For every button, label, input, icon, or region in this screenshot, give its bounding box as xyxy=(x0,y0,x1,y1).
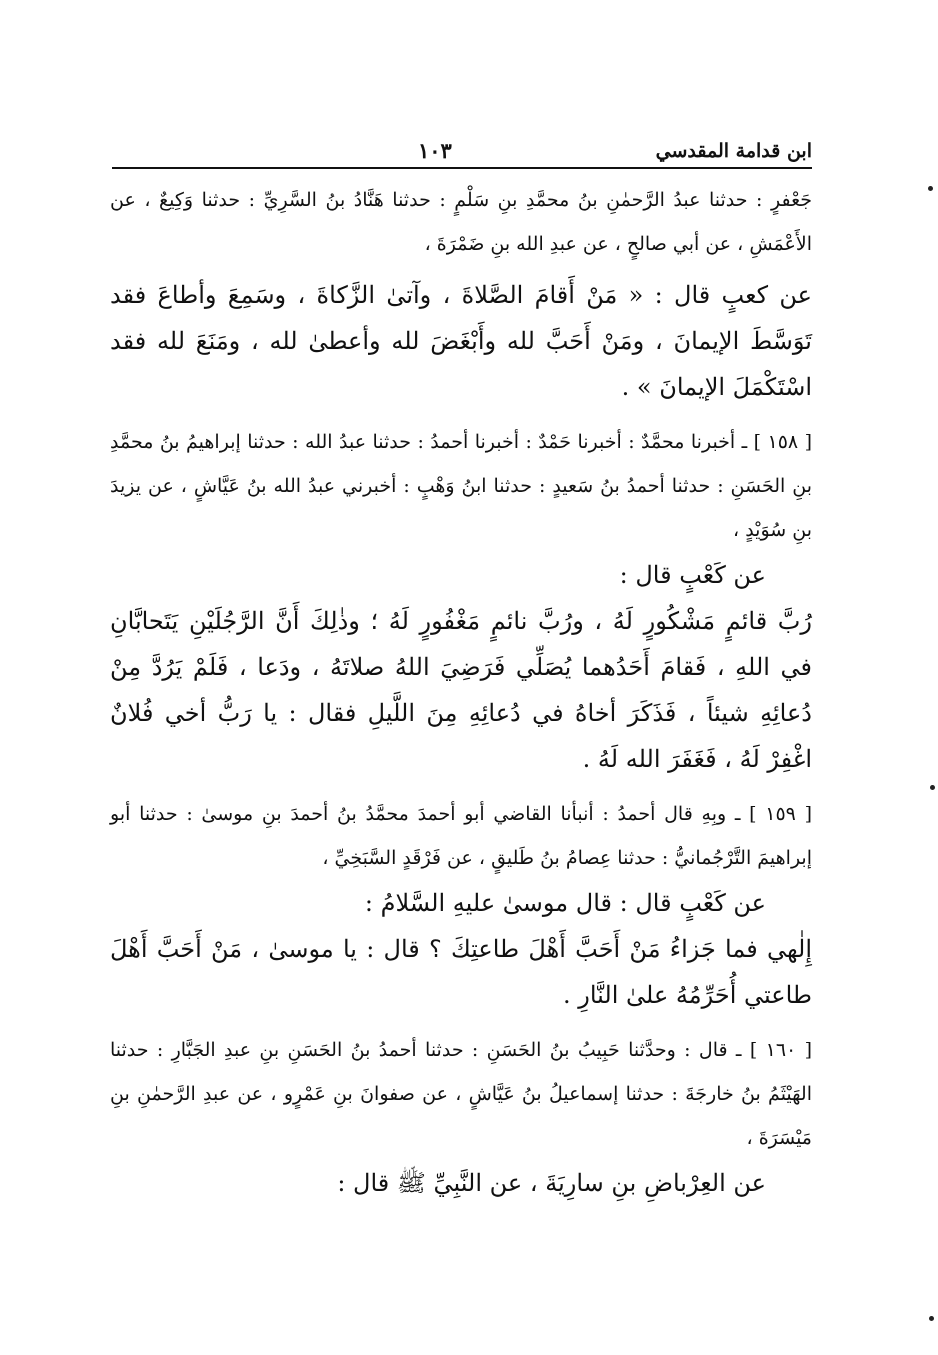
scan-mark xyxy=(928,186,933,191)
scan-mark xyxy=(930,785,935,790)
header-rule xyxy=(112,167,812,169)
hadith-160-intro: عن العِرْباضِ بنِ سارِيَةَ ، عن النَّبِيِّ ﷺ قال : xyxy=(337,1169,766,1197)
body-text xyxy=(110,178,812,1206)
hadith-158-intro: عن كَعْبٍ قال : xyxy=(619,561,766,589)
hadith-158-isnad: [ ١٥٨ ] ـ أخبرنا محمَّدٌ : أخبرنا حَمْدٌ : أخبرنا أحمدُ : حدثنا عبدُ الله : حدثنا إبراهيمُ بنُ محمَّدِ بنِ الحَسَنِ : حدثنا أحمدُ بنُ سَعيدٍ : حدثنا ابنُ وَهْبٍ : أخبرني عبدُ الله بنُ عَيَّاشٍ ، عن يزيدَ بنِ سُوَيْدٍ ، xyxy=(110,431,812,541)
page-header xyxy=(108,136,812,166)
scan-mark xyxy=(929,1316,934,1321)
running-title: ابن قدامة المقدسي xyxy=(655,140,812,162)
page-number: ١٠٣ xyxy=(418,138,452,163)
hadith-159-isnad: [ ١٥٩ ] ـ وبِهِ قال أحمدُ : أنبأنا القاضي أبو أحمدَ محمَّدُ بنُ أحمدَ بنِ موسىٰ : حدثنا أبو إبراهيمَ التَّرْجُمانيُّ : حدثنا عِصامُ بنُ طَليقٍ ، عن فَرْقَدٍ السَّبَخِيِّ ، xyxy=(110,803,812,869)
hadith-160-isnad: [ ١٦٠ ] ـ قال : وحدَّثنا حَبِيبُ بنُ الحَسَنِ : حدثنا أحمدُ بنُ الحَسَنِ بنِ عبدِ الجَبَّارِ : حدثنا الهَيْثَمُ بنُ خارجَةَ : حدثنا إسماعيلُ بنُ عَيَّاشٍ ، عن صفوانَ بنِ عَمْرٍو ، عن عبدِ الرَّحمٰنِ بنِ مَيْسَرَةَ ، xyxy=(110,1039,812,1149)
hadith-158-matn: رُبَّ قائمٍ مَشْكُورٍ لَهُ ، ورُبَّ نائمٍ مَغْفُورٍ لَهُ ؛ وذٰلِكَ أَنَّ الرَّجُلَيْنِ يَتَحابَّانِ في اللهِ ، فَقامَ أَحَدُهما يُصَلِّي فَرَضِيَ اللهُ صلاتَهُ ، ودَعا ، فَلَمْ يَرُدَّ مِنْ دُعائِهِ شيئاً ، فَذَكَرَ أخاهُ في دُعائِهِ مِنَ اللَّيلِ فقال : يا رَبُّ أخي فُلانٌ اغْفِرْ لَهُ ، فَغَفَرَ الله لَهُ . xyxy=(110,607,812,773)
isnad-paragraph: جَعْفرٍ : حدثنا عبدُ الرَّحمٰنِ بنُ محمَّدِ بنِ سَلْمٍ : حدثنا هَنَّادُ بنُ السَّرِيِّ : حدثنا وَكِيعٌ ، عن الأَعْمَشِ ، عن أبي صالحٍ ، عن عبدِ الله بنِ ضَمْرَةَ ، xyxy=(110,189,812,255)
matn-paragraph: عن كعبٍ قال : « مَنْ أَقامَ الصَّلاةَ ، وآتىٰ الزَّكاةَ ، وسَمِعَ وأطاعَ فقد تَوَسَّطَ الإيمانَ ، ومَنْ أَحَبَّ لله وأَبْغَضَ لله وأعطىٰ لله ، ومَنَعَ لله فقد اسْتَكْمَلَ الإيمانَ » . xyxy=(110,281,812,401)
hadith-159-matn: إِلٰهي فما جَزاءُ مَنْ أَحَبَّ أَهْلَ طاعتِكَ ؟ قال : يا موسىٰ ، مَنْ أَحَبَّ أَهْلَ طاعتي أُحَرِّمُهُ علىٰ النَّارِ . xyxy=(110,935,812,1009)
hadith-159-intro: عن كَعْبٍ قال : قال موسىٰ عليهِ السَّلامُ : xyxy=(364,889,766,917)
